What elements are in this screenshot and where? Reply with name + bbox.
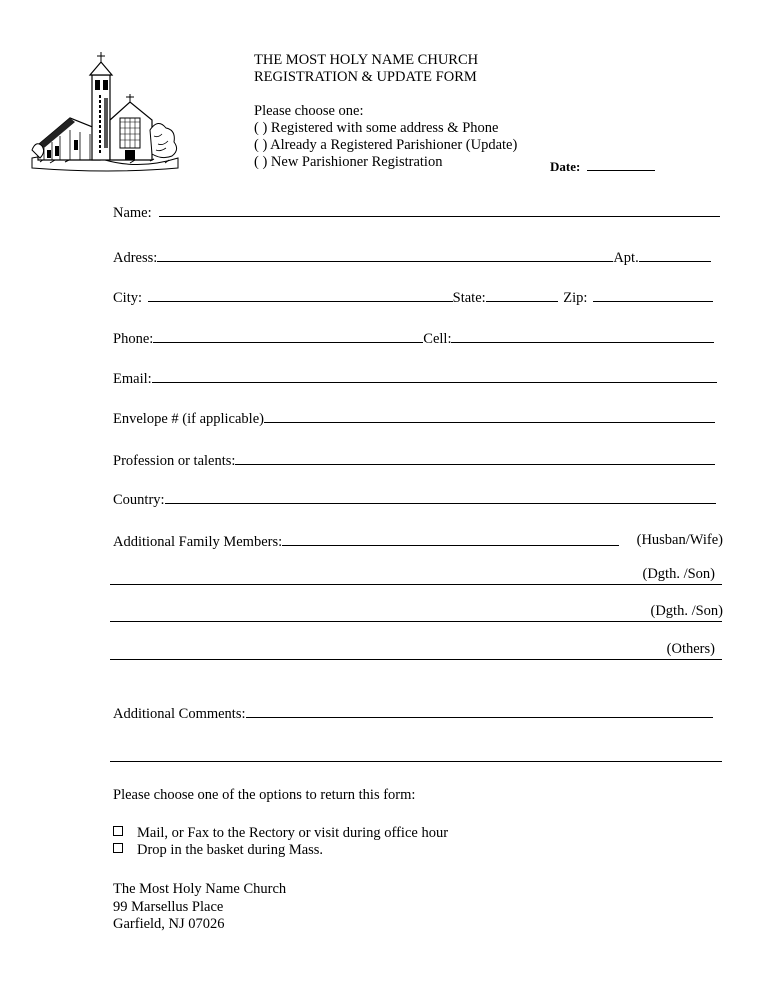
apt-label: Apt.	[613, 250, 639, 266]
country-label: Country:	[113, 492, 165, 508]
family-spouse-input[interactable]	[282, 532, 619, 546]
name-input[interactable]	[159, 203, 720, 217]
comments-extra-line[interactable]	[110, 761, 722, 762]
option-update[interactable]: ( ) Already a Registered Parishioner (Update)	[254, 137, 518, 153]
address-row	[113, 248, 711, 266]
footer-church-name: The Most Holy Name Church	[113, 881, 287, 897]
comments-input[interactable]	[246, 704, 713, 718]
name-label: Name:	[113, 205, 152, 221]
mail-option-label: Mail, or Fax to the Rectory or visit during office hour	[137, 825, 449, 841]
address-label: Adress:	[113, 250, 158, 266]
envelope-row	[113, 409, 715, 427]
date-field	[550, 157, 655, 175]
date-input[interactable]	[587, 157, 655, 171]
city-label: City:	[113, 290, 143, 306]
family-others-input[interactable]	[110, 659, 722, 660]
phone-input[interactable]	[153, 329, 423, 343]
zip-input[interactable]	[593, 288, 713, 302]
family-child-2-input[interactable]	[110, 621, 722, 622]
date-label: Date:	[550, 159, 581, 174]
basket-option-label: Drop in the basket during Mass.	[137, 842, 324, 858]
email-label: Email:	[113, 371, 152, 387]
country-input[interactable]	[165, 490, 716, 504]
country-row	[113, 490, 716, 508]
family-child-1-input[interactable]	[110, 584, 722, 585]
envelope-input[interactable]	[264, 409, 715, 423]
email-row	[113, 369, 717, 387]
option-new[interactable]: ( ) New Parishioner Registration	[254, 154, 443, 170]
profession-row	[113, 451, 715, 469]
family-role-others: (Others)	[666, 641, 715, 657]
city-input[interactable]	[148, 288, 453, 302]
return-option-mail[interactable]	[113, 825, 448, 842]
return-prompt: Please choose one of the options to return this form:	[113, 787, 416, 803]
family-row	[113, 532, 619, 550]
cell-label: Cell:	[423, 331, 452, 347]
address-input[interactable]	[157, 248, 613, 262]
comments-row	[113, 704, 713, 722]
choose-prompt: Please choose one:	[254, 103, 364, 119]
basket-checkbox[interactable]	[113, 843, 123, 853]
profession-label: Profession or talents:	[113, 453, 236, 469]
option-registered[interactable]: ( ) Registered with some address & Phone	[254, 120, 499, 136]
family-role-child-1: (Dgth. /Son)	[642, 566, 715, 582]
footer-street: 99 Marsellus Place	[113, 899, 224, 915]
profession-input[interactable]	[235, 451, 715, 465]
comments-label: Additional Comments:	[113, 706, 246, 722]
phone-row	[113, 329, 714, 347]
mail-checkbox[interactable]	[113, 826, 123, 836]
form-title: THE MOST HOLY NAME CHURCH	[254, 52, 479, 68]
name-row	[113, 203, 720, 221]
state-label: State:	[452, 290, 486, 306]
city-row	[113, 288, 713, 306]
phone-label: Phone:	[113, 331, 154, 347]
zip-label: Zip:	[563, 290, 588, 306]
footer-city: Garfield, NJ 07026	[113, 916, 225, 932]
family-role-child-2: (Dgth. /Son)	[650, 603, 723, 619]
envelope-label: Envelope # (if applicable)	[113, 411, 264, 427]
email-input[interactable]	[152, 369, 717, 383]
form-subtitle: REGISTRATION & UPDATE FORM	[254, 69, 477, 85]
family-label: Additional Family Members:	[113, 534, 283, 550]
family-role-spouse: (Husban/Wife)	[636, 532, 723, 548]
state-input[interactable]	[486, 288, 558, 302]
return-option-basket[interactable]	[113, 842, 323, 859]
church-illustration-icon	[30, 50, 180, 175]
cell-input[interactable]	[451, 329, 714, 343]
apt-input[interactable]	[639, 248, 711, 262]
